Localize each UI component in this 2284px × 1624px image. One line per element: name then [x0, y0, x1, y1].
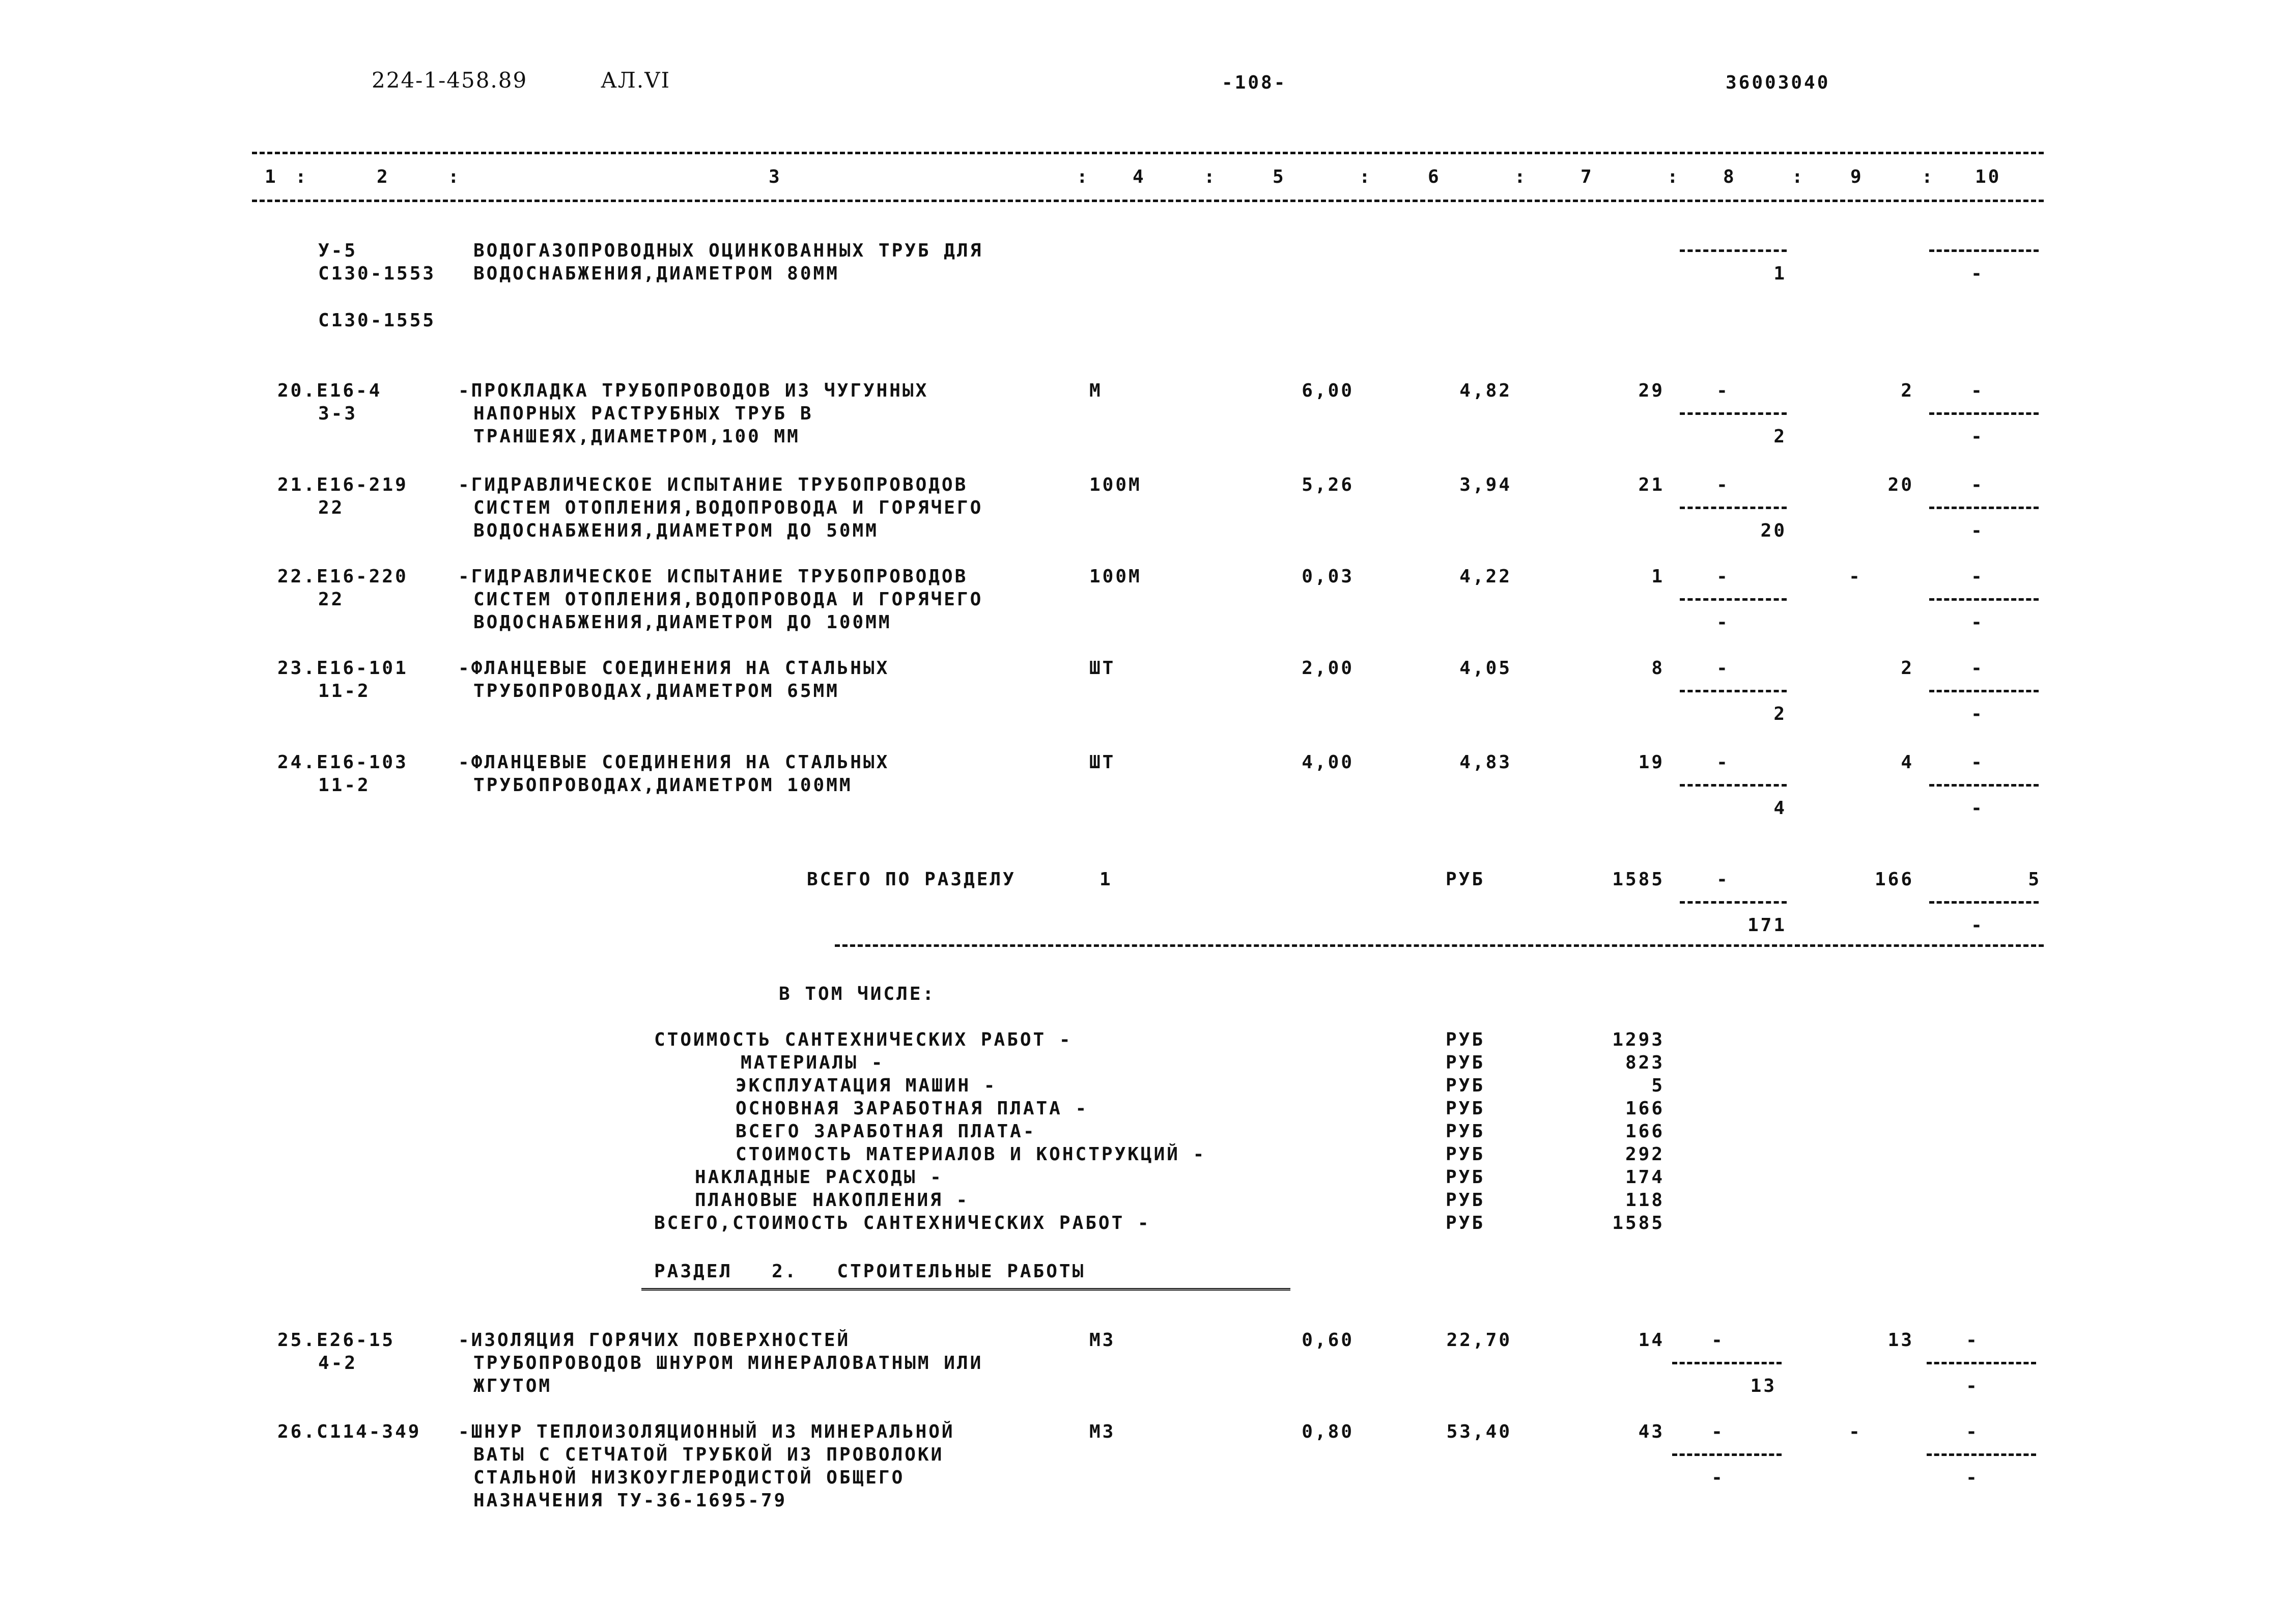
breakdown-unit: РУБ: [1446, 1098, 1485, 1119]
col10-bottom: -: [1971, 612, 1984, 633]
fraction-line: [1929, 690, 2039, 692]
column-separator: :: [1514, 166, 1528, 187]
column-separator: :: [295, 166, 308, 187]
col10-top: -: [1966, 1421, 1979, 1442]
description-line: ТРУБОПРОВОДОВ ШНУРОМ МИНЕРАЛОВАТНЫМ ИЛИ: [473, 1353, 983, 1374]
total-cost: 43: [1638, 1421, 1665, 1442]
row-code: 25.Е26-15: [277, 1330, 396, 1351]
description-line: ТРАНШЕЯХ,ДИАМЕТРОМ,100 ММ: [473, 426, 800, 447]
breakdown-label: МАТЕРИАЛЫ -: [741, 1052, 885, 1073]
breakdown-unit: РУБ: [1446, 1213, 1485, 1234]
fraction-line: [1680, 412, 1787, 415]
column-header: 7: [1581, 166, 1594, 187]
col8-bottom: 4: [1773, 798, 1787, 819]
unit: М3: [1089, 1421, 1116, 1442]
col10-top: -: [1971, 566, 1984, 587]
col9-value: 2: [1901, 658, 1914, 679]
description-line: ЖГУТОМ: [473, 1376, 552, 1396]
unit: ШТ: [1089, 658, 1116, 679]
row-code: 26.С114-349: [277, 1421, 421, 1442]
unit: М: [1089, 380, 1103, 401]
album-number: АЛ.VI: [601, 68, 671, 93]
breakdown-unit: РУБ: [1446, 1029, 1485, 1050]
row-subcode: 3-3: [318, 403, 358, 424]
code-line: С130-1555: [318, 310, 436, 331]
col8-bottom: -: [1711, 1467, 1725, 1488]
column-header: 8: [1723, 166, 1736, 187]
quantity: 2,00: [1302, 658, 1354, 679]
breakdown-unit: РУБ: [1446, 1052, 1485, 1073]
description-line: -ГИДРАВЛИЧЕСКОЕ ИСПЫТАНИЕ ТРУБОПРОВОДОВ: [458, 474, 968, 495]
row-subcode: 11-2: [318, 775, 371, 796]
col8-bottom: 13: [1750, 1376, 1777, 1396]
fraction-line: [1680, 690, 1787, 692]
col9-value: 2: [1901, 380, 1914, 401]
fraction-line: [1680, 249, 1787, 252]
col8-top: -: [1716, 869, 1730, 890]
unit-price: 4,82: [1459, 380, 1512, 401]
breakdown-value: 823: [1625, 1052, 1665, 1073]
description-line: ВОДОСНАБЖЕНИЯ,ДИАМЕТРОМ ДО 50ММ: [473, 520, 879, 541]
unit-price: 4,05: [1459, 658, 1512, 679]
total-cost: 1: [1651, 566, 1665, 587]
column-separator: :: [1922, 166, 1935, 187]
unit: ШТ: [1089, 752, 1116, 773]
col10-top: -: [1966, 1330, 1979, 1351]
col8-top: -: [1716, 658, 1730, 679]
section-heading: РАЗДЕЛ 2. СТРОИТЕЛЬНЫЕ РАБОТЫ: [654, 1261, 1086, 1282]
description-line: СИСТЕМ ОТОПЛЕНИЯ,ВОДОПРОВОДА И ГОРЯЧЕГО: [473, 497, 983, 518]
col9-value: 4: [1901, 752, 1914, 773]
column-header: 6: [1428, 166, 1441, 187]
breakdown-label: НАКЛАДНЫЕ РАСХОДЫ -: [695, 1167, 943, 1188]
breakdown-label: ВСЕГО,СТОИМОСТЬ САНТЕХНИЧЕСКИХ РАБОТ -: [654, 1213, 1151, 1234]
breakdown-unit: РУБ: [1446, 1190, 1485, 1211]
breakdown-label: ПЛАНОВЫЕ НАКОПЛЕНИЯ -: [695, 1190, 970, 1211]
col10-bottom: -: [1971, 798, 1984, 819]
unit: 100М: [1089, 474, 1142, 495]
col10-top: -: [1971, 658, 1984, 679]
col8-bottom: 2: [1773, 426, 1787, 447]
description-line: ТРУБОПРОВОДАХ,ДИАМЕТРОМ 65ММ: [473, 681, 839, 702]
col10-bottom: -: [1971, 704, 1984, 724]
description-line: НАЗНАЧЕНИЯ ТУ-36-1695-79: [473, 1490, 787, 1511]
total-cost: 19: [1638, 752, 1665, 773]
breakdown-label: ОСНОВНАЯ ЗАРАБОТНАЯ ПЛАТА -: [736, 1098, 1089, 1119]
column-header: 9: [1850, 166, 1864, 187]
col8-bottom: 1: [1773, 263, 1787, 284]
row-subcode: 4-2: [318, 1353, 358, 1374]
document-code: 224-1-458.89: [372, 68, 528, 93]
description-line: -ФЛАНЦЕВЫЕ СОЕДИНЕНИЯ НА СТАЛЬНЫХ: [458, 658, 890, 679]
breakdown-label: СТОИМОСТЬ САНТЕХНИЧЕСКИХ РАБОТ -: [654, 1029, 1073, 1050]
breakdown-label: ВСЕГО ЗАРАБОТНАЯ ПЛАТА-: [736, 1121, 1036, 1142]
column-header: 5: [1273, 166, 1286, 187]
fraction-line: [1672, 1362, 1782, 1364]
column-separator: :: [1792, 166, 1805, 187]
breakdown-unit: РУБ: [1446, 1121, 1485, 1142]
breakdown-value: 118: [1625, 1190, 1665, 1211]
fraction-line: [1680, 784, 1787, 787]
breakdown-value: 174: [1625, 1167, 1665, 1188]
section-total-cost: 1585: [1612, 869, 1665, 890]
col8-bottom: -: [1716, 612, 1730, 633]
breakdown-heading: В ТОМ ЧИСЛЕ:: [779, 984, 936, 1004]
col10-top: 5: [2028, 869, 2041, 890]
breakdown-value: 292: [1625, 1144, 1665, 1165]
row-code: 24.Е16-103: [277, 752, 408, 773]
col8-top: -: [1716, 380, 1730, 401]
section-total-label: ВСЕГО ПО РАЗДЕЛУ: [807, 869, 1016, 890]
column-separator: :: [1359, 166, 1372, 187]
column-separator: :: [1204, 166, 1217, 187]
description-line: -ИЗОЛЯЦИЯ ГОРЯЧИХ ПОВЕРХНОСТЕЙ: [458, 1330, 851, 1351]
table-top-rule: [252, 152, 2044, 154]
description-line: -ШНУР ТЕПЛОИЗОЛЯЦИОННЫЙ ИЗ МИНЕРАЛЬНОЙ: [458, 1421, 955, 1442]
breakdown-label: ЭКСПЛУАТАЦИЯ МАШИН -: [736, 1075, 997, 1096]
description-line: СИСТЕМ ОТОПЛЕНИЯ,ВОДОПРОВОДА И ГОРЯЧЕГО: [473, 589, 983, 610]
row-code: 20.Е16-4: [277, 380, 382, 401]
quantity: 6,00: [1302, 380, 1354, 401]
row-code: 23.Е16-101: [277, 658, 408, 679]
total-cost: 21: [1638, 474, 1665, 495]
breakdown-unit: РУБ: [1446, 1144, 1485, 1165]
col8-top: -: [1711, 1421, 1725, 1442]
table-header-rule: [252, 200, 2044, 202]
description-line: ВОДОСНАБЖЕНИЯ,ДИАМЕТРОМ ДО 100ММ: [473, 612, 892, 633]
description-line: ВОДОГАЗОПРОВОДНЫХ ОЦИНКОВАННЫХ ТРУБ ДЛЯ: [473, 240, 983, 261]
col10-bottom: -: [1966, 1376, 1979, 1396]
col10-bottom: -: [1971, 520, 1984, 541]
row-subcode: 22: [318, 589, 345, 610]
column-separator: :: [1667, 166, 1680, 187]
breakdown-value: 1585: [1612, 1213, 1665, 1234]
breakdown-value: 166: [1625, 1098, 1665, 1119]
breakdown-value: 166: [1625, 1121, 1665, 1142]
fraction-line: [1680, 507, 1787, 509]
col8-top: -: [1711, 1330, 1725, 1351]
column-header: 3: [769, 166, 782, 187]
column-header: 1: [265, 166, 278, 187]
unit-price: 3,94: [1459, 474, 1512, 495]
description-line: СТАЛЬНОЙ НИЗКОУГЛЕРОДИСТОЙ ОБЩЕГО: [473, 1467, 905, 1488]
row-subcode: 11-2: [318, 681, 371, 702]
row-code: 22.Е16-220: [277, 566, 408, 587]
page-number: -108-: [1222, 72, 1287, 93]
column-header: 2: [377, 166, 390, 187]
quantity: 0,80: [1302, 1421, 1354, 1442]
fraction-line: [1672, 1453, 1782, 1456]
breakdown-unit: РУБ: [1446, 1075, 1485, 1096]
fraction-line: [1929, 249, 2039, 252]
unit: 100М: [1089, 566, 1142, 587]
quantity: 4,00: [1302, 752, 1354, 773]
code-line: С130-1553: [318, 263, 436, 284]
section-heading-underline: [641, 1288, 1290, 1293]
col10-bottom: -: [1971, 915, 1984, 936]
breakdown-value: 1293: [1612, 1029, 1665, 1050]
quantity: 0,03: [1302, 566, 1354, 587]
fraction-line: [1927, 1453, 2036, 1456]
total-cost: 8: [1651, 658, 1665, 679]
col8-bottom: 2: [1773, 704, 1787, 724]
col9-value: 13: [1887, 1330, 1914, 1351]
col9-value: -: [1849, 566, 1862, 587]
fraction-line: [1927, 1362, 2036, 1364]
fraction-line: [1680, 598, 1787, 601]
unit-price: 4,83: [1459, 752, 1512, 773]
col9-value: 166: [1874, 869, 1914, 890]
quantity: 0,60: [1302, 1330, 1354, 1351]
unit-price: 53,40: [1446, 1421, 1512, 1442]
code-line: У-5: [318, 240, 358, 261]
col10-top: -: [1971, 752, 1984, 773]
fraction-line: [1929, 598, 2039, 601]
column-header: 10: [1975, 166, 2001, 187]
description-line: ВОДОСНАБЖЕНИЯ,ДИАМЕТРОМ 80ММ: [473, 263, 839, 284]
col10-bottom: -: [1971, 426, 1984, 447]
description-line: ВАТЫ С СЕТЧАТОЙ ТРУБКОЙ ИЗ ПРОВОЛОКИ: [473, 1444, 944, 1465]
unit-price: 4,22: [1459, 566, 1512, 587]
section-total-unit: РУБ: [1446, 869, 1485, 890]
fraction-line: [1929, 901, 2039, 904]
fraction-line: [1929, 784, 2039, 787]
col10-bottom: -: [1966, 1467, 1979, 1488]
col9-value: -: [1849, 1421, 1862, 1442]
quantity: 5,26: [1302, 474, 1354, 495]
col8-bottom: 20: [1760, 520, 1787, 541]
breakdown-label: СТОИМОСТЬ МАТЕРИАЛОВ И КОНСТРУКЦИЙ -: [736, 1144, 1206, 1165]
section-total-number: 1: [1099, 869, 1113, 890]
description-line: -ГИДРАВЛИЧЕСКОЕ ИСПЫТАНИЕ ТРУБОПРОВОДОВ: [458, 566, 968, 587]
column-header: 4: [1133, 166, 1146, 187]
col8-top: -: [1716, 752, 1730, 773]
col8-top: -: [1716, 474, 1730, 495]
unit: М3: [1089, 1330, 1116, 1351]
row-subcode: 22: [318, 497, 345, 518]
description-line: -ПРОКЛАДКА ТРУБОПРОВОДОВ ИЗ ЧУГУННЫХ: [458, 380, 929, 401]
breakdown-value: 5: [1651, 1075, 1665, 1096]
col8-top: -: [1716, 566, 1730, 587]
document-number: 36003040: [1726, 72, 1830, 93]
col10-top: -: [1971, 380, 1984, 401]
column-separator: :: [448, 166, 461, 187]
row-code: 21.Е16-219: [277, 474, 408, 495]
total-cost: 29: [1638, 380, 1665, 401]
breakdown-unit: РУБ: [1446, 1167, 1485, 1188]
description-line: ТРУБОПРОВОДАХ,ДИАМЕТРОМ 100ММ: [473, 775, 853, 796]
fraction-line: [1929, 412, 2039, 415]
col9-value: 20: [1887, 474, 1914, 495]
fraction-line: [1929, 507, 2039, 509]
column-separator: :: [1077, 166, 1090, 187]
col8-bottom: 171: [1747, 915, 1787, 936]
fraction-line: [1680, 901, 1787, 904]
section-total-rule: [835, 944, 2044, 947]
description-line: НАПОРНЫХ РАСТРУБНЫХ ТРУБ В: [473, 403, 813, 424]
description-line: -ФЛАНЦЕВЫЕ СОЕДИНЕНИЯ НА СТАЛЬНЫХ: [458, 752, 890, 773]
unit-price: 22,70: [1446, 1330, 1512, 1351]
col10-bottom: -: [1971, 263, 1984, 284]
col10-top: -: [1971, 474, 1984, 495]
total-cost: 14: [1638, 1330, 1665, 1351]
